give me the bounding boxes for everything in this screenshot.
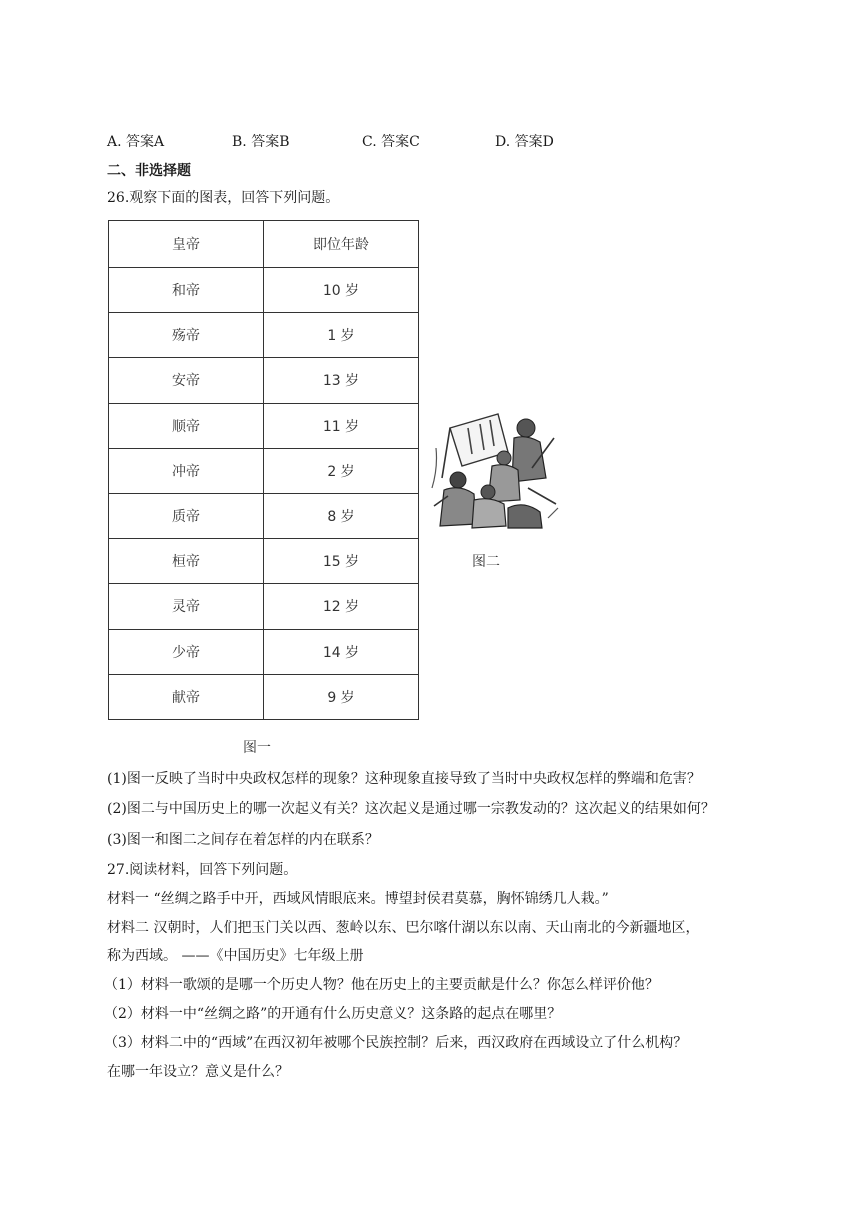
- header-emperor: 皇帝: [109, 221, 264, 268]
- table-row: [109, 448, 419, 493]
- q27-sub-1: （1）材料一歌颂的是哪一个历史人物？他在历史上的主要贡献是什么？你怎么样评价他？: [104, 977, 659, 993]
- option-a: A. 答案A: [107, 134, 165, 150]
- table-row: [109, 313, 419, 358]
- accession-age: 11 岁: [264, 403, 419, 448]
- table-row: [109, 403, 419, 448]
- emperor-name: 冲帝: [109, 448, 264, 493]
- accession-age: 13 岁: [264, 358, 419, 403]
- table-row: [109, 629, 419, 674]
- table-header-row: [109, 221, 419, 268]
- uprising-illustration: [428, 408, 560, 530]
- option-d: D. 答案D: [495, 134, 554, 150]
- emperor-name: 和帝: [109, 268, 264, 313]
- emperor-name: 献帝: [109, 674, 264, 719]
- emperor-table: [108, 220, 419, 720]
- accession-age: 9 岁: [264, 674, 419, 719]
- q26-stem: 26.观察下面的图表，回答下列问题。: [107, 190, 340, 206]
- table-row: [109, 268, 419, 313]
- accession-age: 14 岁: [264, 629, 419, 674]
- section-title: 二、非选择题: [107, 163, 191, 179]
- accession-age: 1 岁: [264, 313, 419, 358]
- table-row: [109, 539, 419, 584]
- table-row: [109, 674, 419, 719]
- emperor-name: 少帝: [109, 629, 264, 674]
- q27-stem: 27.阅读材料，回答下列问题。: [107, 862, 298, 878]
- header-age: 即位年龄: [264, 221, 419, 268]
- figure-2-caption: 图二: [472, 554, 500, 570]
- figure-1-caption: 图一: [243, 740, 271, 756]
- q26-sub-2: (2)图二与中国历史上的哪一次起义有关？这次起义是通过哪一宗教发动的？这次起义的结果如何？: [107, 801, 715, 817]
- q27-sub-3-line-2: 在哪一年设立？意义是什么？: [107, 1064, 289, 1080]
- answer-options: [0, 131, 860, 151]
- emperor-name: 桓帝: [109, 539, 264, 584]
- q26-sub-1: (1)图一反映了当时中央政权怎样的现象？这种现象直接导致了当时中央政权怎样的弊端和危害？: [107, 771, 701, 787]
- q27-sub-2: （2）材料一中“丝绸之路”的开通有什么历史意义？这条路的起点在哪里？: [104, 1006, 562, 1022]
- emperor-name: 安帝: [109, 358, 264, 403]
- q26-sub-3: (3)图一和图二之间存在着怎样的内在联系？: [107, 832, 379, 848]
- accession-age: 10 岁: [264, 268, 419, 313]
- emperor-name: 顺帝: [109, 403, 264, 448]
- emperor-name: 质帝: [109, 493, 264, 538]
- accession-age: 2 岁: [264, 448, 419, 493]
- q27-material-2-line-2: 称为西域。 ——《中国历史》七年级上册: [107, 948, 364, 964]
- accession-age: 8 岁: [264, 493, 419, 538]
- emperor-name: 灵帝: [109, 584, 264, 629]
- q27-material-1: 材料一 “丝绸之路手中开，西域风情眼底来。博望封侯君莫慕，胸怀锦绣几人栽。”: [107, 891, 609, 907]
- option-c: C. 答案C: [362, 134, 420, 150]
- q27-sub-3-line-1: （3）材料二中的“西域”在西汉初年被哪个民族控制？后来，西汉政府在西域设立了什么机构？: [104, 1035, 688, 1051]
- table-row: [109, 493, 419, 538]
- emperor-name: 殇帝: [109, 313, 264, 358]
- table-row: [109, 584, 419, 629]
- accession-age: 15 岁: [264, 539, 419, 584]
- option-b: B. 答案B: [232, 134, 290, 150]
- accession-age: 12 岁: [264, 584, 419, 629]
- table-row: [109, 358, 419, 403]
- q27-material-2-line-1: 材料二 汉朝时，人们把玉门关以西、葱岭以东、巴尔喀什湖以东以南、天山南北的今新疆地区，: [107, 920, 700, 936]
